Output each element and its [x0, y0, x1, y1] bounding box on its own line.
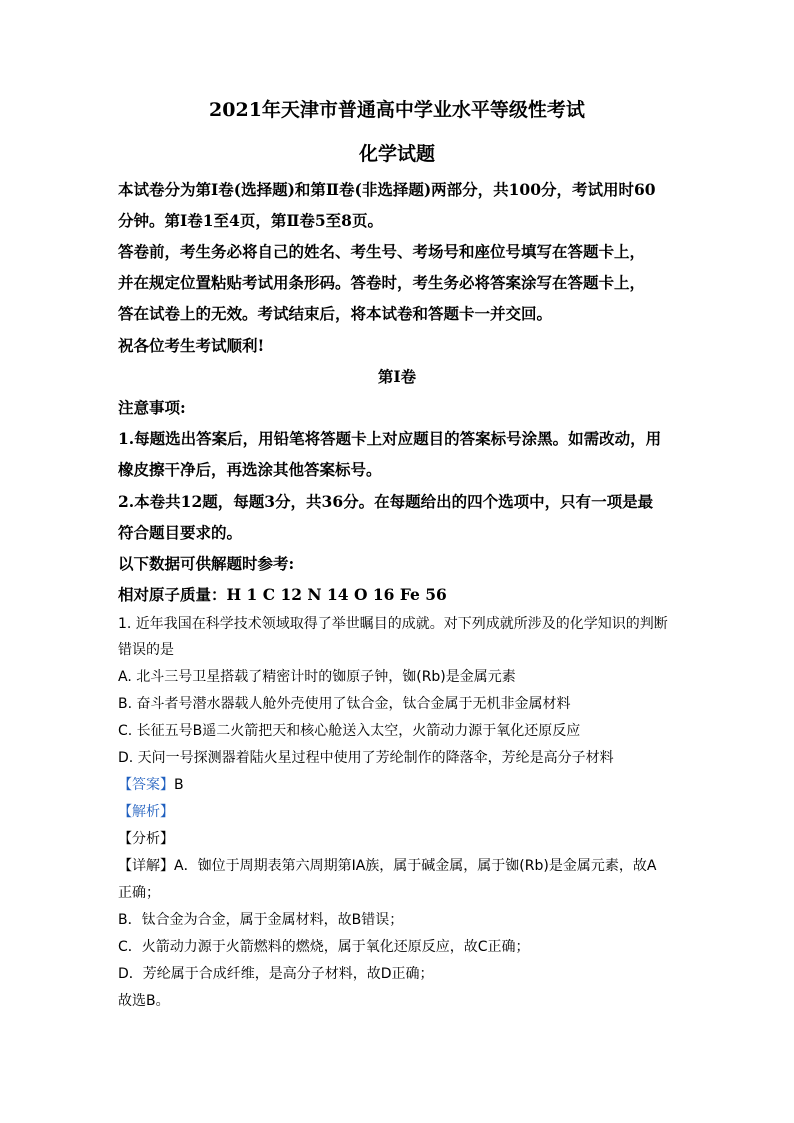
analysis-label: 【解析】: [118, 804, 174, 820]
note-line: 1.每题选出答案后，用铅笔将答题卡上对应题目的答案标号涂黑。如需改动，用: [118, 429, 662, 448]
intro-line: 答卷前，考生务必将自己的姓名、考生号、考场号和座位号填写在答题卡上，: [118, 242, 646, 261]
detail-line: 【详解】A．铷位于周期表第六周期第ⅠA族，属于碱金属，属于铷(Rb)是金属元素，故A: [118, 858, 657, 874]
question-stem: 1. 近年我国在科学技术领域取得了举世瞩目的成就。对下列成就所涉及的化学知识的判断: [118, 616, 668, 632]
intro-line: 分钟。第Ⅰ卷1至4页，第Ⅱ卷5至8页。: [118, 211, 383, 230]
intro-line: 并在规定位置粘贴考试用条形码。答卷时，考生务必将答案涂写在答题卡上，: [118, 273, 646, 292]
exam-title: 2021年天津市普通高中学业水平等级性考试: [209, 99, 585, 121]
option-d: D. 天问一号探测器着陆火星过程中使用了芳纶制作的降落伞，芳纶是高分子材料: [118, 750, 614, 766]
detail-line: B．钛合金为合金，属于金属材料，故B错误；: [118, 912, 404, 928]
note-line: 2.本卷共12题，每题3分，共36分。在每题给出的四个选项中，只有一项是最: [118, 492, 654, 511]
notes-heading: 注意事项:: [118, 398, 186, 417]
detail-line: 故选B。: [118, 993, 170, 1009]
option-b: B. 奋斗者号潜水器载人舱外壳使用了钛合金，钛合金属于无机非金属材料: [118, 696, 571, 712]
reference-heading: 以下数据可供解题时参考:: [118, 554, 295, 573]
note-line: 符合题目要求的。: [118, 523, 243, 542]
option-a: A. 北斗三号卫星搭载了精密计时的铷原子钟，铷(Rb)是金属元素: [118, 669, 516, 685]
intro-line: 本试卷分为第Ⅰ卷(选择题)和第Ⅱ卷(非选择题)两部分，共100分，考试用时60: [118, 180, 656, 199]
section-title: 第Ⅰ卷: [377, 367, 417, 386]
exam-subtitle: 化学试题: [358, 143, 435, 165]
answer-line: [118, 778, 184, 792]
answer-value: B: [174, 777, 184, 793]
answer-label: 【答案】: [118, 777, 174, 793]
intro-line: 答在试卷上的无效。考试结束后，将本试卷和答题卡一并交回。: [118, 304, 553, 323]
atomic-mass-line: 相对原子质量：H 1 C 12 N 14 O 16 Fe 56: [118, 585, 447, 604]
question-stem: 错误的是: [118, 642, 174, 658]
detail-line: D．芳纶属于合成纤维，是高分子材料，故D正确；: [118, 966, 434, 982]
note-line: 橡皮擦干净后，再选涂其他答案标号。: [118, 460, 382, 479]
option-c: C. 长征五号B遥二火箭把天和核心舱送入太空，火箭动力源于氧化还原反应: [118, 723, 581, 739]
fenxi-label: 【分析】: [118, 831, 174, 847]
detail-line: 正确；: [118, 885, 160, 901]
intro-line: 祝各位考生考试顺利!: [118, 336, 265, 355]
detail-line: C．火箭动力源于火箭燃料的燃烧，属于氧化还原反应，故C正确；: [118, 939, 530, 955]
